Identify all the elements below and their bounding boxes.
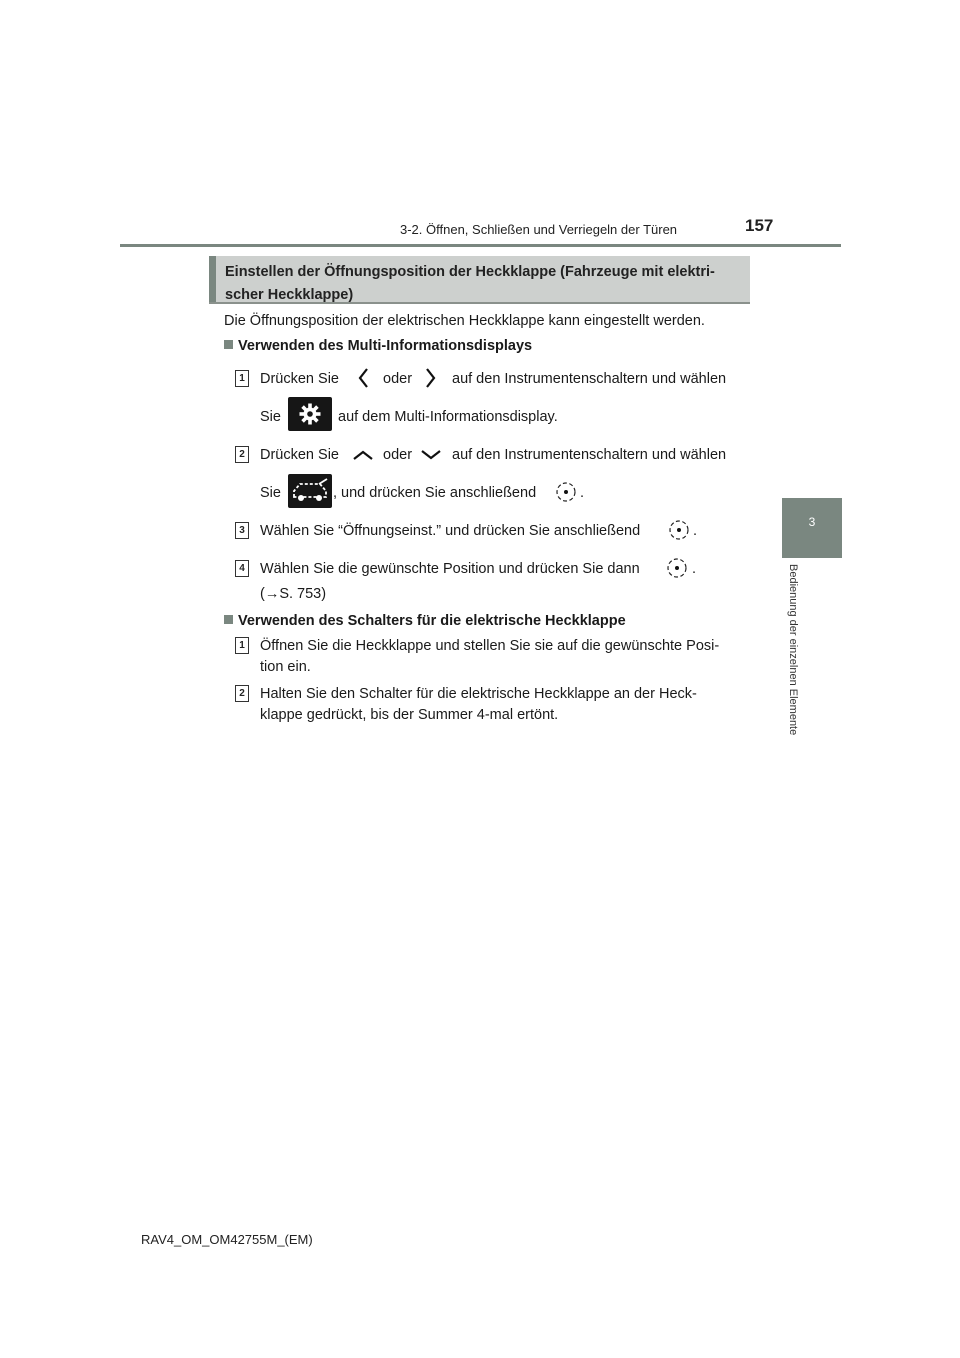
enter-button-icon [555,481,577,503]
step1-text-b: oder [383,371,413,387]
m2-step2-line2: klappe gedrückt, bis der Summer 4-mal ertönt. [260,707,559,723]
step-number-1: 1 [235,637,249,654]
running-header: 3-2. Öffnen, Schließen und Verriegeln der Türen [400,222,678,237]
header-rule [120,244,841,247]
step-number-3: 3 [235,522,249,539]
step-number-1: 1 [235,370,249,387]
square-bullet-icon [224,340,233,349]
page-number: 157 [745,216,774,235]
step1-text-c: auf den Instrumentenschaltern und wählen [452,371,727,387]
step-number-2: 2 [235,685,249,702]
chapter-tab [782,498,842,558]
chapter-side-label [766,560,826,780]
m2-step1-line1: Öffnen Sie die Heckklappe und stellen Sie sie auf die gewünschte Posi- [260,638,720,654]
step2-text-c: auf den Instrumentenschaltern und wählen [452,447,727,463]
document-code: RAV4_OM_OM42755M_(EM) [141,1232,313,1247]
chevron-right-icon [425,367,437,389]
step4-text-b: . [692,561,697,577]
section-heading [209,256,750,304]
step2-text-a: Drücken Sie [260,447,339,463]
step4-text-a: Wählen Sie die gewünschte Position und drücken Sie dann [260,561,640,577]
chapter-label: Bedienung der einzelnen Elemente [787,564,799,736]
step1-text-e: auf dem Multi-Informationsdisplay. [338,409,558,425]
step2-text-e: , und drücken Sie anschließend [333,485,537,501]
chapter-number: 3 [808,515,816,529]
method2-heading: Verwenden des Schalters für die elektrische Heckklappe [224,611,626,631]
m2-step1-line2: tion ein. [260,659,311,675]
step-number-2: 2 [235,446,249,463]
enter-button-icon [668,519,690,541]
step-number-4: 4 [235,560,249,577]
settings-gear-icon [288,397,332,431]
step3-text-b: . [693,523,698,539]
section-heading-bar [209,256,216,302]
method1-heading: Verwenden des Multi-Informationsdisplays [224,336,532,356]
step2-text-b: oder [383,447,413,463]
chevron-down-icon [420,448,442,462]
m2-step2-line1: Halten Sie den Schalter für die elektrische Heckklappe an der Heck- [260,686,697,702]
intro-text: Die Öffnungsposition der elektrischen Heckklappe kann eingestellt werden. [224,313,705,329]
chevron-up-icon [352,448,374,462]
step1-text-a: Drücken Sie [260,371,339,387]
step2-text-d: Sie [260,485,281,501]
step2-text-f: . [580,485,585,501]
vehicle-tailgate-icon [288,474,332,508]
enter-button-icon [666,557,688,579]
step3-text-a: Wählen Sie “Öffnungseinst.” und drücken Sie anschließend [260,523,641,539]
page-reference-link[interactable]: (→S. 753) [260,586,327,602]
chevron-left-icon [357,367,369,389]
square-bullet-icon [224,615,233,624]
section-heading-text: Einstellen der Öffnungsposition der Heckklappe (Fahrzeuge mit elektri- scher Heckklappe) [225,264,715,303]
step1-text-d: Sie [260,409,281,425]
